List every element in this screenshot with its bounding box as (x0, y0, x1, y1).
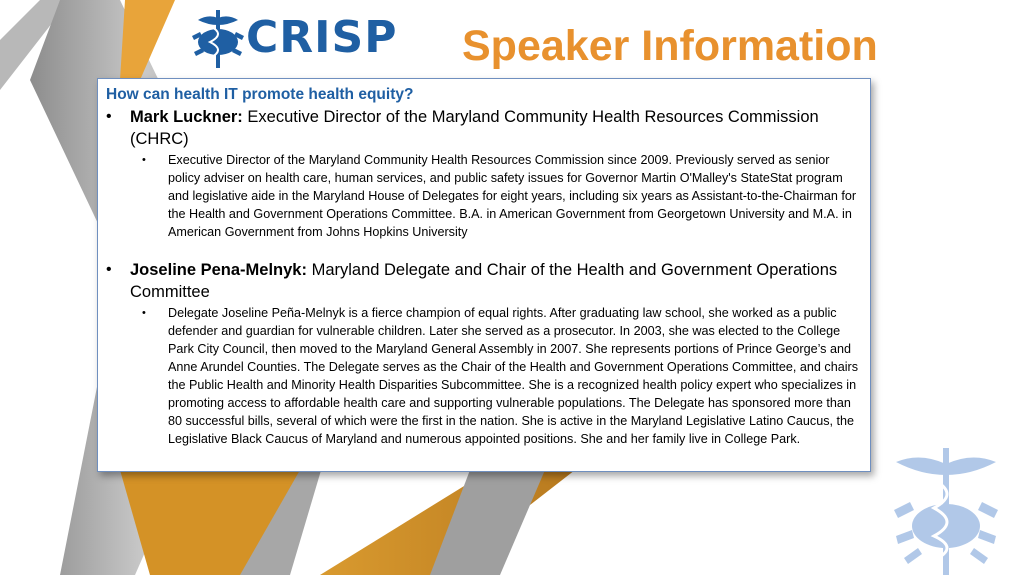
content-box (97, 78, 871, 472)
speaker-detail-text: Delegate Joseline Peña-Melnyk is a fierce champion of equal rights. After graduating law school, she worked as a public defender and guardian for vulnerable children. Later she served as a prosecutor. In 2003, she was elected to the College Park City Council, then moved to the Maryland General Assembly in 2007. She represents portions of Prince George’s and Anne Arundel Counties. The Delegate serves as the Chair of the Health and Government Operations Committee, and chairs the Public Health and Minority Health Disparities Subcommittee. She is a recognized health policy expert who specializes in promoting access to affordable health care and supporting vulnerable populations. The Delegate has sponsored more than 80 successful bills, several of which were the first in the nation. She is active in the Maryland Legislative Latino Caucus, the Legislative Black Caucus of Maryland and numerous appointed positions. She and her family live in College Park. (168, 306, 859, 446)
caduceus-crab-watermark-icon (890, 440, 1002, 575)
speaker-detail (106, 304, 862, 448)
page-title: Speaker Information (462, 22, 878, 70)
sub-bullet-icon: • (142, 307, 146, 319)
logo-text: CRISP (246, 12, 398, 63)
speaker-detail-text: Executive Director of the Maryland Community Health Resources Commission since 2009. Previously served as senior policy adviser on health care, human services, and public safety issues for Governor Martin O'Malley's StateStat program and legislative aide in the Maryland House of Delegates for eight years, including six years as Assistant-to-the-Chairman for the Health and Government Operations Committee. B.A. in American Government from Georgetown University and M.A. in American Government from Johns Hopkins University (168, 153, 857, 239)
question-heading: How can health IT promote health equity? (106, 86, 414, 103)
speaker-item (106, 259, 862, 303)
speaker-role: Maryland Delegate and Chair of the Health and Government Operations Committee (130, 261, 838, 301)
bullet-icon: • (106, 261, 112, 278)
speaker-name: Joseline Pena-Melnyk: (130, 261, 307, 279)
speaker-detail (106, 151, 862, 241)
sub-bullet-icon: • (142, 154, 146, 166)
bullet-icon: • (106, 108, 112, 125)
speaker-name: Mark Luckner: (130, 108, 243, 126)
speaker-item (106, 106, 862, 150)
speaker-role: Executive Director of the Maryland Community Health Resources Commission (CHRC) (130, 108, 819, 148)
